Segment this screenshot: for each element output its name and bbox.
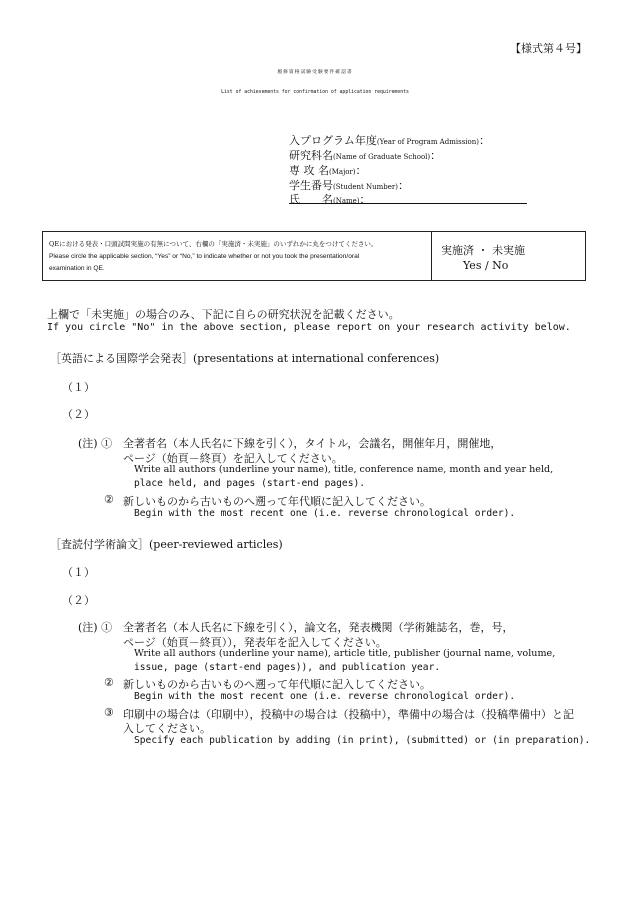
conference-note2-number: ② [104,493,114,506]
conference-note1-jp-2: ページ（始頁－終頁）を記入してください。 [123,452,343,465]
document-subtitle: List of achievements for confirmation of application requirements [221,90,409,95]
qe-options-jp[interactable]: 実施済 ・ 未実施 [441,244,525,257]
conference-note-label: (注) ① [78,437,113,450]
conference-note1-en-1: Write all authors (underline your name), title, conference name, month and year held, [134,464,554,475]
conference-item-2[interactable]: （２） [62,408,95,421]
student-number-en: (Student Number) [333,183,398,191]
qe-instructions-cell [43,232,432,280]
article-note3-jp-1: 印刷中の場合は（印刷中），投稿中の場合は（投稿中），準備中の場合は（投稿準備中）と記 [123,708,574,721]
conference-item-1[interactable]: （１） [62,381,95,394]
graduate-school-label: 研究科名 [289,149,333,162]
article-note3-number: ③ [104,706,114,719]
qe-instruction-jp: QEにおける発表・口頭試問実施の有無について、右欄の「実施済・未実施」のいずれかに丸をつけてください。 [49,240,378,248]
intro-jp: 上欄で「未実施」の場合のみ、下記に自らの研究状況を記載ください。 [47,308,400,321]
conference-note1-en-2: place held, and pages (start-end pages). [134,478,366,489]
student-number-label: 学生番号 [289,179,333,192]
qe-options-en[interactable]: Yes / No [463,259,509,272]
program-year-en: (Year of Program Admission) [376,138,479,146]
student-number-field[interactable]: 学生番号(Student Number)： [289,179,409,192]
article-item-2[interactable]: （２） [62,594,95,607]
major-en: (Major) [329,168,356,176]
article-note1-jp-1: 全著者名（本人氏名に下線を引く），論文名，発表機関（学術雑誌名，巻，号， [123,621,514,634]
article-note1-en-1: Write all authors (underline your name), article title, publisher (journal name, volume, [134,648,556,659]
article-note-label: (注) ① [78,621,113,634]
program-year-label: 入プログラム年度 [289,134,377,147]
name-en: (Name) [333,197,360,205]
conference-note1-jp-1: 全著者名（本人氏名に下線を引く），タイトル，会議名，開催年月，開催地， [123,437,502,450]
program-year-field[interactable]: 入プログラム年度(Year of Program Admission)： [289,134,490,147]
name-underline [289,203,527,204]
conference-note2-jp: 新しいものから古いものへ遡って年代順に記入してください。 [123,495,431,508]
graduate-school-en: (Name of Graduate School) [333,153,431,161]
article-note1-jp-2: ページ（始頁－終頁）），発表年を記入してください。 [123,636,387,649]
intro-en: If you circle "No" in the above section, please report on your research activity below. [47,322,571,333]
section-conferences-heading: ［英語による国際学会発表］(presentations at international conferences) [50,352,440,365]
article-note1-en-2: issue, page (start-end pages)), and publication year. [134,662,441,673]
qe-instruction-en-2: examination in QE. [49,265,105,272]
form-number: 【様式第４号】 [510,42,587,55]
article-note2-number: ② [104,676,114,689]
article-item-1[interactable]: （１） [62,566,95,579]
document-title: 履修資格試験受験要件確認書 [277,70,353,75]
article-note3-jp-2: 入してください。 [123,722,211,735]
qe-instruction-en-1: Please circle the applicable section, “Yes” or “No,” to indicate whether or not you took the presentation/oral [49,253,360,260]
qe-confirmation-box [42,231,586,281]
major-field[interactable]: 専 攻 名(Major)： [289,164,367,177]
section-articles-heading: ［査読付学術論文］(peer-reviewed articles) [50,538,283,551]
name-field[interactable]: 氏 名(Name)： [289,193,371,206]
major-label: 専 攻 名 [289,164,329,177]
name-label: 氏 名 [289,193,333,206]
article-note2-jp: 新しいものから古いものへ遡って年代順に記入してください。 [123,678,431,691]
graduate-school-field[interactable]: 研究科名(Name of Graduate School)： [289,149,442,162]
article-note3-en: Specify each publication by adding (in print), (submitted) or (in preparation). [134,735,591,746]
article-note2-en: Begin with the most recent one (i.e. reverse chronological order). [134,691,516,702]
conference-note2-en: Begin with the most recent one (i.e. reverse chronological order). [134,508,516,519]
